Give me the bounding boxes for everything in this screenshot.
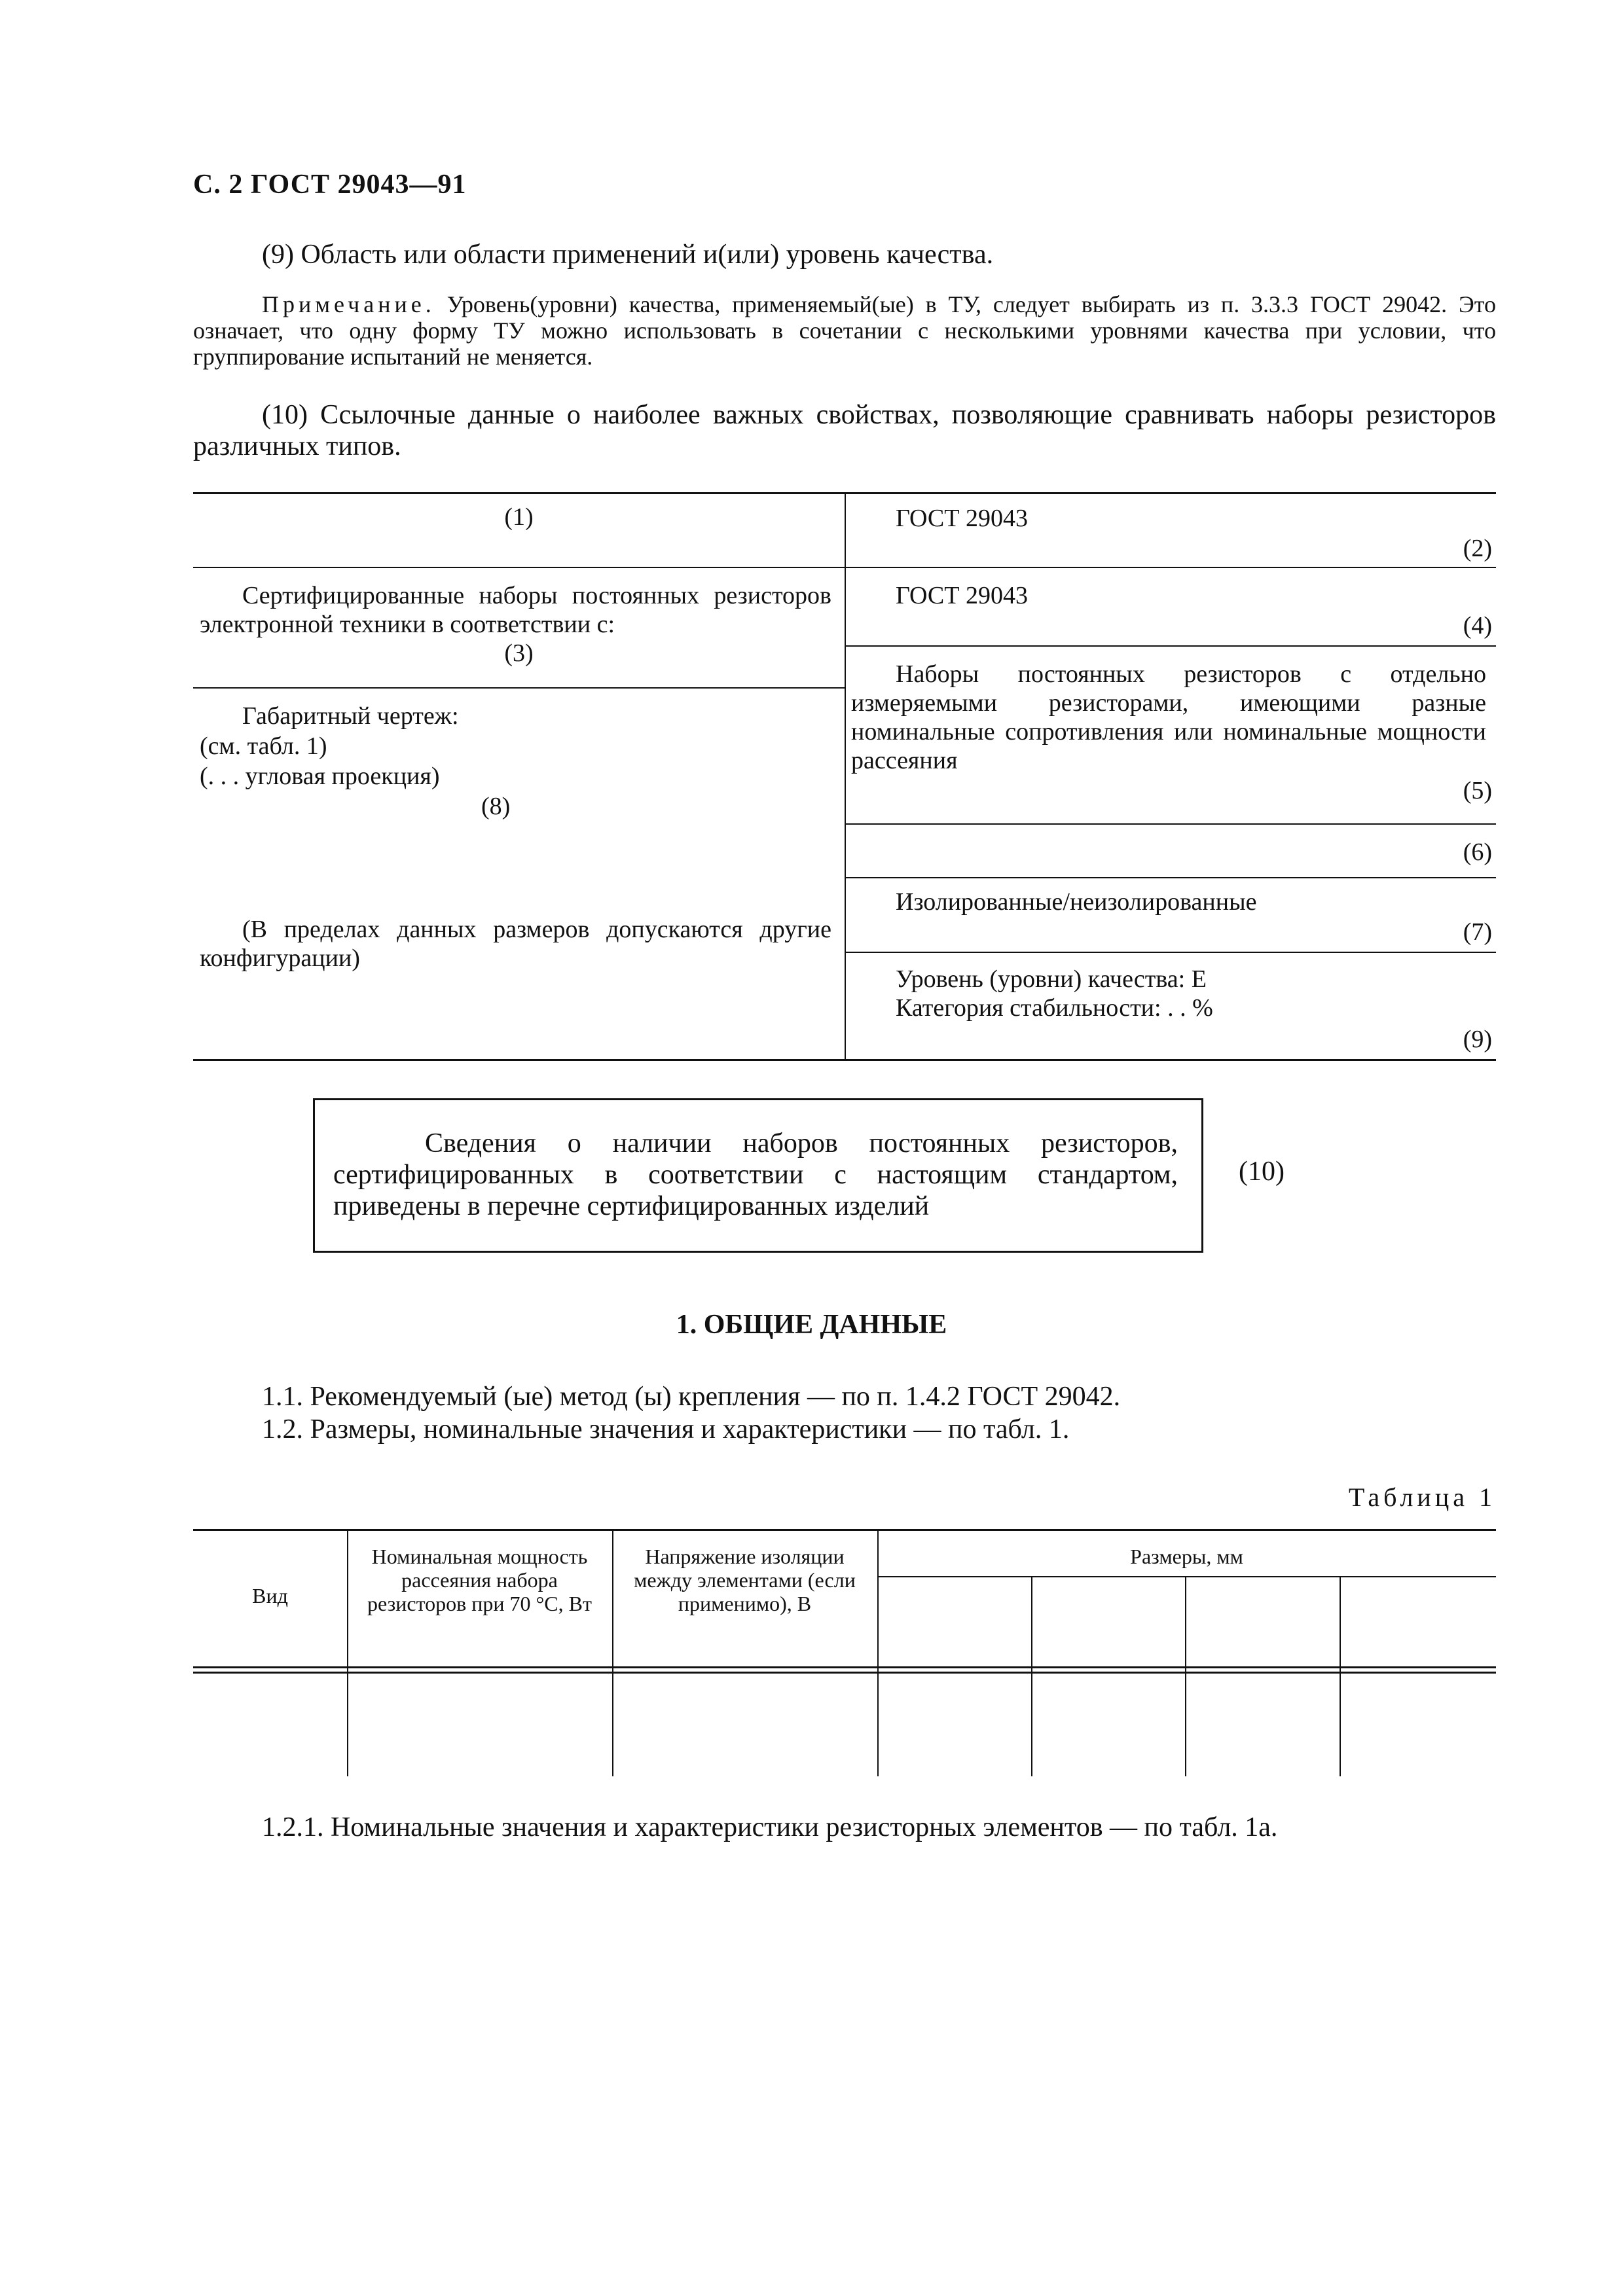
form-left-row-divider-2 [193, 687, 845, 689]
certificate-info-number: (10) [1239, 1157, 1285, 1187]
section-1-2-1-text: 1.2.1. Номинальные значения и характеристики резисторных элементов — по табл. 1а. [262, 1812, 1278, 1842]
form-cell-8-line-1: (см. табл. 1) [200, 732, 327, 760]
section-1-2-text: 1.2. Размеры, номинальные значения и характеристики — по табл. 1. [262, 1414, 1070, 1444]
table-1-col-divider-1 [347, 1529, 348, 1776]
form-cell-9-line-2: Категория стабильности: . . % [896, 994, 1213, 1022]
form-cell-4-number: (4) [1463, 612, 1492, 639]
form-right-row-divider-3 [845, 823, 1496, 825]
note-label: Примечание. [262, 291, 435, 317]
form-cell-5-text: Наборы постоянных резисторов с отдельно измеряемыми резисторами, имеющими разные номинальные сопротивления или номинальные мощности рассеяния [851, 660, 1486, 774]
form-cell-8-line-2: (. . . угловая проекция) [200, 762, 440, 790]
certificate-info-text: Сведения о наличии наборов постоянных резисторов, сертифицированных в соответствии с настоящим стандартом, приведены в перечне сертифицированных изделий [333, 1128, 1178, 1221]
table-1-header-voltage: Напряжение изоляции между элементами (если применимо), В [634, 1545, 856, 1615]
section-1-1-text: 1.1. Рекомендуемый (ые) метод (ы) крепления — по п. 1.4.2 ГОСТ 29042. [262, 1382, 1121, 1412]
form-cell-7-text: Изолированные/неизолированные [896, 888, 1257, 916]
form-left-row-divider-1 [193, 567, 845, 568]
note-block [193, 291, 1496, 370]
table-1-header-power: Номинальная мощность рассеяния набора резисторов при 70 °С, Вт [367, 1545, 592, 1615]
table-1-col-divider-6 [1340, 1576, 1341, 1776]
table-1-header-dimensions: Размеры, мм [1130, 1545, 1243, 1568]
form-cell-7-number: (7) [1463, 918, 1492, 946]
form-cell-5-number: (5) [1463, 777, 1492, 804]
table-1-col-divider-4 [1031, 1576, 1032, 1776]
certificate-info-box [313, 1098, 1203, 1253]
table-1-col-divider-2 [612, 1529, 613, 1776]
form-cell-2-number: (2) [1463, 535, 1492, 562]
item-9-text: (9) Область или области применений и(или) уровень качества. [262, 240, 994, 270]
form-cell-9-number: (9) [1463, 1026, 1492, 1053]
form-cell-3-number: (3) [504, 639, 534, 667]
form-cell-8-footer: (В пределах данных размеров допускаются другие конфигурации) [200, 916, 831, 972]
table-1-top-border [193, 1529, 1496, 1531]
table-1-caption: Таблица 1 [1348, 1482, 1496, 1512]
form-cell-8-title: Габаритный чертеж: [242, 702, 459, 730]
form-cell-2-text: ГОСТ 29043 [896, 505, 1028, 532]
table-1-header-rule-2 [193, 1672, 1496, 1674]
form-right-row-divider-4 [845, 877, 1496, 878]
table-1-header-vid: Вид [252, 1584, 288, 1607]
form-right-row-divider-1 [845, 567, 1496, 568]
section-1-title: 1. ОБЩИЕ ДАННЫЕ [676, 1310, 947, 1340]
form-cell-1-number: (1) [504, 503, 534, 531]
form-right-row-divider-2 [845, 645, 1496, 647]
table-1-col-divider-5 [1185, 1576, 1186, 1776]
table-1-dims-subheader-line [877, 1576, 1496, 1577]
item-10-text: (10) Ссылочные данные о наиболее важных свойствах, позволяющие сравнивать наборы резисторов различных типов. [193, 400, 1496, 461]
form-cell-8-number: (8) [481, 793, 511, 820]
form-cell-6-number: (6) [1463, 838, 1492, 866]
page-header: С. 2 ГОСТ 29043—91 [193, 170, 467, 200]
form-right-row-divider-5 [845, 952, 1496, 953]
form-center-divider [845, 492, 846, 1060]
form-cell-3-text: Сертифицированные наборы постоянных резисторов электронной техники в соответствии с: [200, 582, 831, 638]
form-cell-9-line-1: Уровень (уровни) качества: Е [896, 965, 1207, 993]
table-1-header-rule-1 [193, 1666, 1496, 1668]
form-cell-4-text: ГОСТ 29043 [896, 582, 1028, 609]
note-text: Уровень(уровни) качества, применяемый(ые) в ТУ, следует выбирать из п. 3.3.3 ГОСТ 29042. Это означает, что одну форму ТУ можно использовать в сочетании с несколькими уровнями качества при условии, что группирование испытаний не меняется. [193, 291, 1496, 370]
